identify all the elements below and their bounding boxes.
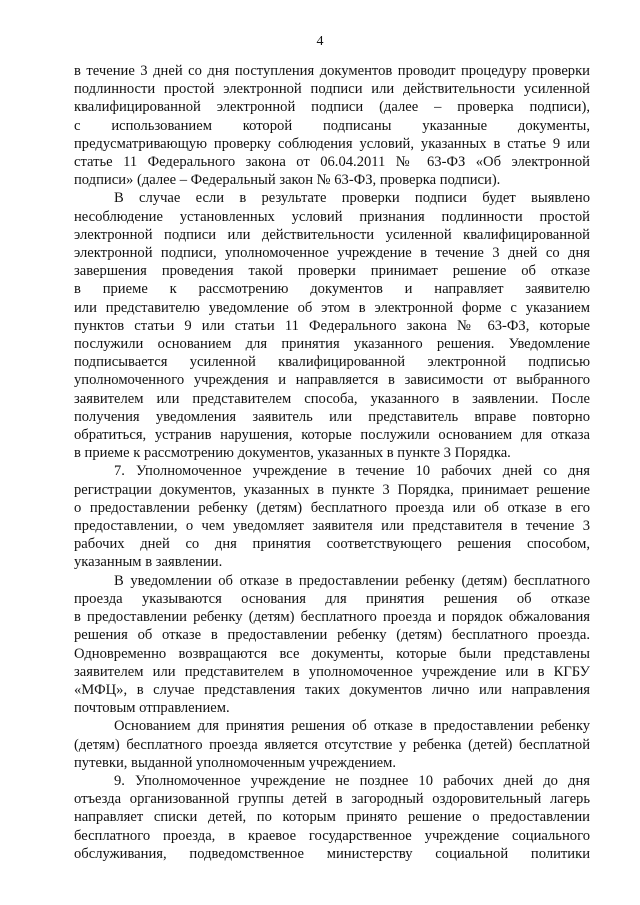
text-line: в приеме к рассмотрению документов, указанных в пункте 3 Порядка. (74, 445, 511, 462)
text-line: в приеме к рассмотрению документов и направляет заявителю (74, 281, 590, 298)
text-line: подлинности простой электронной подписи или действительности усиленной (74, 81, 590, 98)
text-line: рабочих дней со дня принятия соответствующего решения способом, (74, 536, 590, 553)
document-body (74, 62, 590, 863)
text-line: регистрации документов, указанных в пункте 3 Порядка, принимает решение (74, 481, 590, 498)
text-line: В уведомлении об отказе в предоставлении ребенку (детям) бесплатного (114, 572, 590, 589)
text-line: в предоставлении ребенку (детям) бесплатного проезда и порядок обжалования (74, 609, 590, 626)
text-line: послужили основанием для принятия указанного решения. Уведомление (74, 336, 590, 353)
text-line: решения об отказе в предоставлении ребенку (детям) бесплатного проезда. (74, 627, 590, 644)
text-line: несоблюдение установленных условий признания подлинности простой (74, 208, 590, 225)
text-line: в течение 3 дней со дня поступления документов проводит процедуру проверки (74, 63, 590, 79)
text-line: (детям) бесплатного проезда является отсутствие у ребенка (детей) бесплатной (74, 736, 590, 753)
text-line: почтовым отправлением. (74, 700, 230, 717)
text-line: предусматривающую проверку соблюдения условий, указанных в статье 9 или (74, 135, 590, 152)
text-line: получения уведомления заявитель или представитель вправе повторно (74, 408, 590, 425)
text-line: завершения проведения такой проверки принимает решение об отказе (74, 263, 590, 280)
text-line: «МФЦ», в случае представления таких документов лично или направления (74, 681, 590, 698)
text-line: направляет списки детей, по которым принято решение о предоставлении (74, 809, 590, 826)
paragraph (74, 717, 590, 772)
paragraph (74, 772, 590, 863)
text-line: уполномоченного учреждения и направляется в зависимости от выбранного (74, 372, 590, 389)
text-line: В случае если в результате проверки подписи будет выявлено (114, 190, 590, 207)
text-line: заявителем или представителем способа, указанного в заявлении. После (74, 390, 590, 407)
text-line: с использованием которой подписаны указанные документы, (74, 117, 590, 134)
text-line: электронной подписи, уполномоченное учреждение в течение 3 дней со дня (74, 245, 590, 262)
text-line: проезда указываются основания для принятия решения об отказе (74, 590, 590, 607)
paragraph (74, 189, 590, 462)
text-line: подписывается усиленной квалифицированной электронной подписью (74, 354, 590, 371)
text-line: указанным в заявлении. (74, 554, 223, 571)
text-line: Основанием для принятия решения об отказе в предоставлении ребенку (114, 718, 590, 735)
text-line: 7. Уполномоченное учреждение в течение 10 рабочих дней со дня (114, 463, 590, 480)
text-line: отъезда организованной группы детей в загородный оздоровительный лагерь (74, 791, 590, 808)
text-line: обслуживания, подведомственное министерству социальной политики (74, 845, 590, 862)
text-line: 9. Уполномоченное учреждение не позднее 10 рабочих дней до дня (114, 772, 590, 789)
text-line: путевки, выданной уполномоченным учреждением. (74, 754, 397, 771)
text-line: пунктов статьи 9 или статьи 11 Федерального закона № 63-ФЗ, которые (74, 317, 590, 334)
text-line: или представителю уведомление об этом в электронной форме с указанием (74, 299, 590, 316)
paragraph (74, 462, 590, 571)
text-line: квалифицированной электронной подписи (далее – проверка подписи), (74, 99, 590, 116)
text-line: подписи» (далее – Федеральный закон № 63-ФЗ, проверка подписи). (74, 172, 501, 189)
text-line: заявителем или представителем в уполномоченное учреждение или в КГБУ (74, 663, 590, 680)
page-number: 4 (316, 34, 324, 49)
text-line: Одновременно возвращаются все документы, которые были представлены (74, 645, 590, 662)
paragraph (74, 62, 590, 189)
paragraph (74, 572, 590, 718)
text-line: обратиться, устранив нарушения, которые послужили основанием для отказа (74, 427, 590, 444)
text-line: о предоставлении ребенку (детям) бесплатного проезда или об отказе в его (74, 499, 590, 516)
text-line: бесплатного проезда, в краевое государственное учреждение социального (74, 827, 590, 844)
text-line: электронной подписи или действительности усиленной квалифицированной (74, 226, 590, 243)
text-line: предоставлении, о чем уведомляет заявителя или представителя в течение 3 (74, 518, 590, 535)
text-line: статье 11 Федерального закона от 06.04.2011 № 63-ФЗ «Об электронной (74, 154, 590, 171)
